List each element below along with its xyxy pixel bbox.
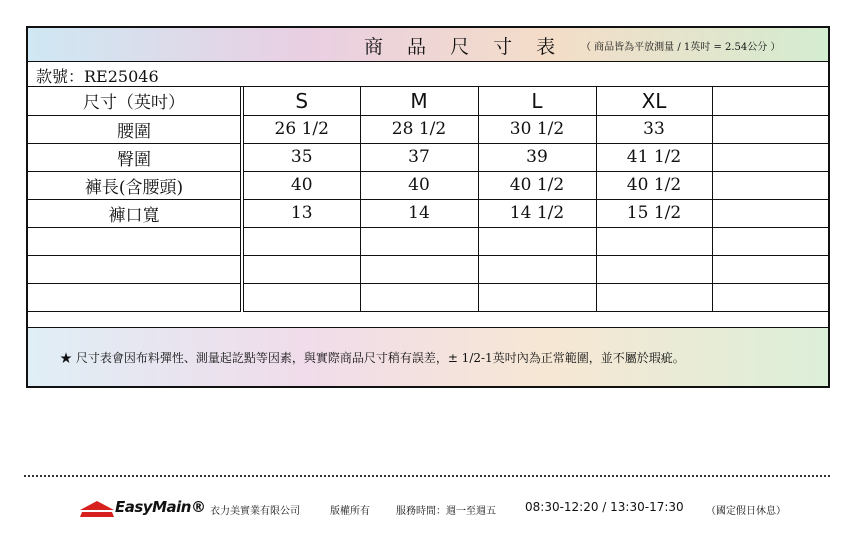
value-cell: 40 1/2 — [478, 171, 596, 199]
table-row — [28, 283, 828, 311]
value-cell — [360, 227, 478, 255]
value-cell: 40 1/2 — [596, 171, 712, 199]
mountain-logo-icon — [78, 500, 116, 518]
value-cell: 39 — [478, 143, 596, 171]
table-row — [28, 143, 828, 171]
value-cell — [242, 227, 360, 255]
value-cell — [712, 115, 828, 143]
size-header-cell — [712, 87, 828, 115]
value-cell — [360, 283, 478, 311]
table-row — [28, 171, 828, 199]
service-hours-label: 服務時間：週一至週五 — [396, 506, 496, 517]
size-header-cell: M — [360, 87, 478, 115]
value-cell: 37 — [360, 143, 478, 171]
value-cell — [242, 255, 360, 283]
value-cell: 15 1/2 — [596, 199, 712, 227]
header-label-cell: 尺寸（英吋） — [28, 87, 242, 115]
table-row — [28, 255, 828, 283]
copyright-text: 版權所有 — [330, 506, 370, 517]
value-cell: 14 1/2 — [478, 199, 596, 227]
measure-label-cell: 腰圍 — [28, 115, 242, 143]
value-cell — [596, 227, 712, 255]
value-cell: 30 1/2 — [478, 115, 596, 143]
value-cell — [712, 283, 828, 311]
disclaimer-bar — [28, 327, 828, 386]
value-cell — [242, 283, 360, 311]
value-cell: 13 — [242, 199, 360, 227]
value-cell: 40 — [242, 171, 360, 199]
company-name: 衣力美實業有限公司 — [210, 506, 300, 517]
brand-logo-text: EasyMain® — [115, 498, 206, 516]
table-row — [28, 199, 828, 227]
size-table — [28, 87, 828, 312]
measure-label-cell: 褲長(含腰頭) — [28, 171, 242, 199]
value-cell: 41 1/2 — [596, 143, 712, 171]
disclaimer-text: ★ 尺寸表會因布料彈性、測量起訖點等因素，與實際商品尺寸稍有誤差，± 1/2-1英吋內為正常範圍，並不屬於瑕疵。 — [60, 351, 685, 365]
value-cell — [712, 255, 828, 283]
model-number: 款號：RE25046 — [36, 67, 159, 86]
table-row — [28, 227, 828, 255]
measure-label-cell — [28, 227, 242, 255]
value-cell — [596, 255, 712, 283]
value-cell: 28 1/2 — [360, 115, 478, 143]
value-cell: 14 — [360, 199, 478, 227]
holiday-note: （國定假日休息） — [706, 506, 786, 517]
measure-label-cell — [28, 255, 242, 283]
size-chart — [26, 26, 830, 388]
measure-note: （ 商品皆為平放測量 / 1英吋 = 2.54公分 ） — [581, 42, 781, 53]
value-cell: 26 1/2 — [242, 115, 360, 143]
value-cell: 40 — [360, 171, 478, 199]
measure-label-cell: 褲口寬 — [28, 199, 242, 227]
dotted-divider — [24, 475, 830, 477]
measure-label-cell — [28, 283, 242, 311]
value-cell: 33 — [596, 115, 712, 143]
service-hours: 08:30-12:20 / 13:30-17:30 — [525, 500, 684, 514]
value-cell — [712, 143, 828, 171]
size-header-cell: L — [478, 87, 596, 115]
value-cell — [712, 227, 828, 255]
company-footer — [78, 498, 798, 520]
value-cell — [596, 283, 712, 311]
value-cell — [712, 171, 828, 199]
measure-label-cell: 臀圍 — [28, 143, 242, 171]
model-row — [28, 61, 828, 87]
table-header-row — [28, 87, 828, 115]
value-cell — [478, 255, 596, 283]
value-cell — [712, 199, 828, 227]
table-row — [28, 115, 828, 143]
chart-title: 商 品 尺 寸 表 — [364, 36, 565, 58]
size-header-cell: XL — [596, 87, 712, 115]
value-cell — [478, 227, 596, 255]
value-cell — [360, 255, 478, 283]
size-header-cell: S — [242, 87, 360, 115]
title-bar — [28, 28, 828, 62]
value-cell — [478, 283, 596, 311]
value-cell: 35 — [242, 143, 360, 171]
